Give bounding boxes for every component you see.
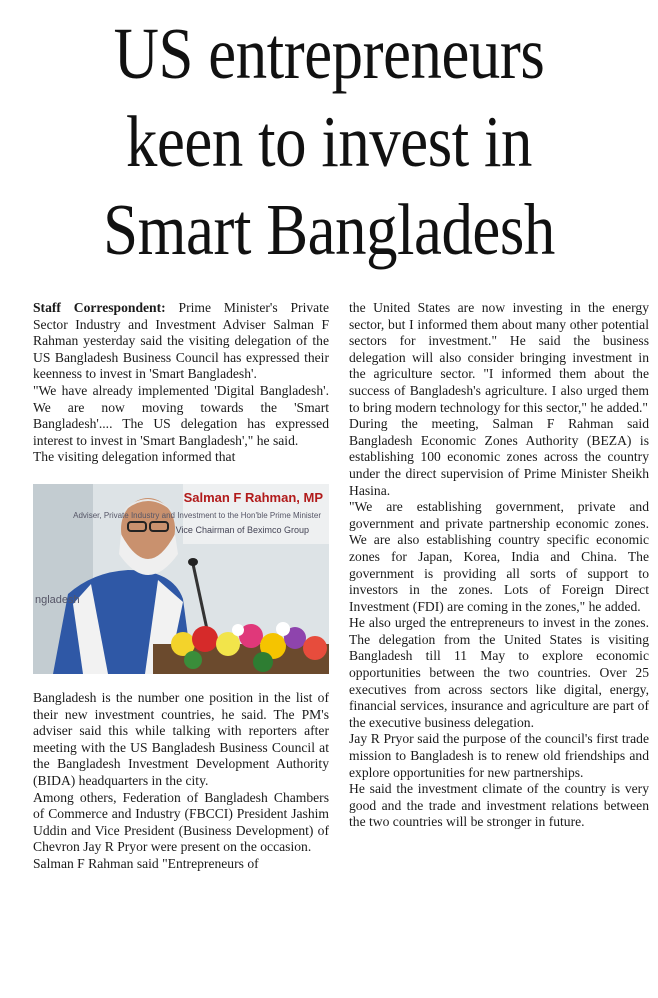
headline-line-3: Smart Bangladesh <box>103 189 555 270</box>
paragraph: "We have already implemented 'Digital Bangladesh'. We are now moving towards the 'Smart Bangladesh'.... The US delegation has expressed interest to invest in 'Smart Bangladesh'," he said. <box>33 382 329 448</box>
paragraph: He said the investment climate of the country is very good and the trade and investment relations between the two countries will be stronger in future. <box>349 781 649 830</box>
paragraph: the United States are now investing in the energy sector, but I informed them about many other potential sectors for investment." He said the business delegation will also consider bringing investment in the agriculture sector. "I informed them about the success of Bangladesh's agriculture. I also urged them to bring modern technology for this sector," he added." <box>349 300 649 415</box>
banner-company: Vice Chairman of Beximco Group <box>175 524 309 535</box>
headline <box>46 10 612 274</box>
banner-left-text: ngladesh <box>35 593 80 606</box>
paragraph: Bangladesh is the number one position in the list of their new investment countries, he said. The PM's adviser said this while talking with reporters after meeting with the US Bangladesh Business Council at the Bangladesh Investment Development Authority (BIDA) headquarters in the city. <box>33 689 329 788</box>
news-photo <box>33 484 329 674</box>
paragraph: Salman F Rahman said "Entrepreneurs of <box>33 855 259 871</box>
banner-role: Adviser, Private Industry and Investment to the Hon'ble Prime Minister <box>73 510 321 520</box>
lead-paragraph <box>33 300 329 383</box>
paragraph: During the meeting, Salman F Rahman said Bangladesh Economic Zones Authority (BEZA) is establishing 100 economic zones across the country under the direct supervision of Prime Minister Sheikh Hasina. <box>349 416 649 498</box>
article-column-right <box>349 300 649 831</box>
byline: Staff Correspondent: <box>33 300 166 315</box>
paragraph: Jay R Pryor said the purpose of the council's first trade mission to Bangladesh is to renew old friendships and explore opportunities for new partnerships. <box>349 731 649 780</box>
headline-line-2: keen to invest in <box>126 101 532 182</box>
paragraph: The visiting delegation informed that <box>33 449 236 465</box>
paragraph: Among others, Federation of Bangladesh Chambers of Commerce and Industry (FBCCI) President Jashim Uddin and Vice President (Business Development) of Chevron Jay R Pryor were present on the occasion. <box>33 789 329 855</box>
banner-name: Salman F Rahman, MP <box>183 489 323 505</box>
article-column-left <box>33 300 329 872</box>
headline-line-1: US entrepreneurs <box>113 13 545 94</box>
paragraph: He also urged the entrepreneurs to invest in the zones. The delegation from the United States is visiting Bangladesh till 11 May to explore economic opportunities between the two countries. Over 25 executives from across sectors like digital, energy, financial services, insurance and agriculture are part of the executive business delegation. <box>349 615 649 730</box>
paragraph: "We are establishing government, private and government and private partnership economic zones. We are also establishing country specific economic zones for Japan, Korea, India and China. The government is providing all sorts of support to investors in the zones. Lots of Foreign Direct Investment (FDI) are coming in the zones," he added. <box>349 499 649 614</box>
lead-text: Prime Minister's Private Sector Industry and Investment Adviser Salman F Rahman yesterday said the visiting delegation of the US Bangladesh Business Council has expressed their keenness to invest in 'Smart Bangladesh'. <box>33 300 329 382</box>
